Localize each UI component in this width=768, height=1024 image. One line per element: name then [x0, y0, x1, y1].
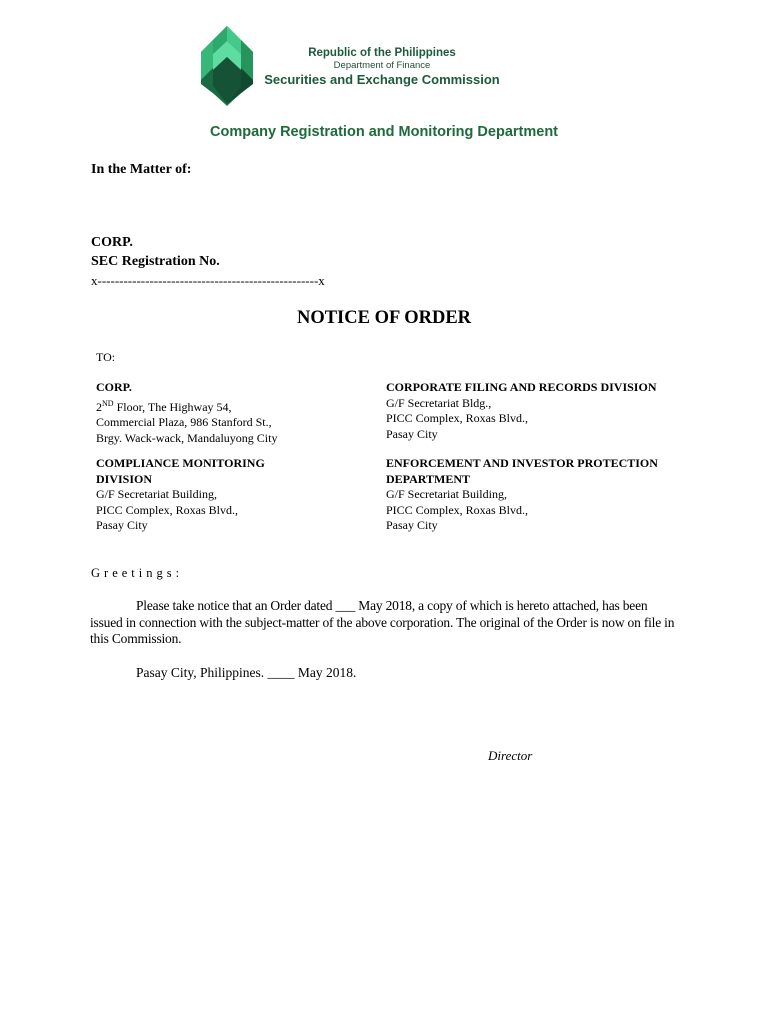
addressee-line: G/F Secretariat Building, — [386, 487, 507, 501]
addressee-line: Pasay City — [386, 518, 438, 532]
caption-divider: x---------------------------------------------------x — [91, 273, 325, 288]
addressee-line: Brgy. Wack-wack, Mandaluyong City — [96, 430, 278, 445]
document-title: NOTICE OF ORDER — [296, 308, 472, 328]
department-line: Department of Finance — [333, 60, 431, 71]
to-label: TO: — [96, 350, 116, 364]
addressee-line: PICC Complex, Roxas Blvd., — [386, 502, 529, 517]
corp-label: CORP. — [91, 235, 133, 250]
department-title: Company Registration and Monitoring Department — [209, 124, 558, 140]
addressee-line: PICC Complex, Roxas Blvd., — [386, 411, 529, 425]
addressee-line: Pasay City — [96, 518, 148, 532]
addressee-name: COMPLIANCE MONITORING — [96, 456, 265, 470]
matter-label: In the Matter of: — [91, 162, 192, 177]
addressee-line: PICC Complex, Roxas Blvd., — [96, 502, 239, 517]
republic-line: Republic of the Philippines — [308, 47, 456, 59]
addressee-line: G/F Secretariat Bldg., — [386, 395, 492, 410]
addressee-name: CORP. — [96, 380, 132, 394]
addressee-corporate-filing — [386, 380, 676, 442]
body-paragraph: Please take notice that an Order dated ___ May 2018, a copy of which is hereto attached, has been issued in connection with the subject-matter of the above corporation. The original of the Order is now on file in this Commission. — [90, 598, 675, 646]
addressee-name: DIVISION — [96, 471, 153, 486]
sec-registration-label: SEC Registration No. — [91, 254, 220, 269]
letterhead — [262, 46, 502, 88]
addressee-name: CORPORATE FILING AND RECORDS DIVISION — [386, 380, 657, 394]
place-and-date: Pasay City, Philippines. ____ May 2018. — [136, 665, 357, 680]
addressee-line: Pasay City — [386, 426, 438, 441]
addressee-enforcement — [386, 456, 664, 534]
addressee-line: 2ND Floor, The Highway 54, — [96, 398, 232, 414]
addressee-compliance-monitoring — [96, 456, 346, 534]
commission-line: Securities and Exchange Commission — [264, 72, 500, 87]
signatory-title: Director — [488, 748, 533, 763]
greeting: Greetings: — [91, 566, 184, 580]
addressee-corp — [96, 380, 346, 446]
sec-emblem-icon — [200, 24, 254, 106]
addressee-name: ENFORCEMENT AND INVESTOR PROTECTION — [386, 456, 658, 470]
addressee-line: Commercial Plaza, 986 Stanford St., — [96, 415, 272, 429]
addressee-line: G/F Secretariat Building, — [96, 487, 217, 501]
addressee-name: DEPARTMENT — [386, 471, 471, 486]
